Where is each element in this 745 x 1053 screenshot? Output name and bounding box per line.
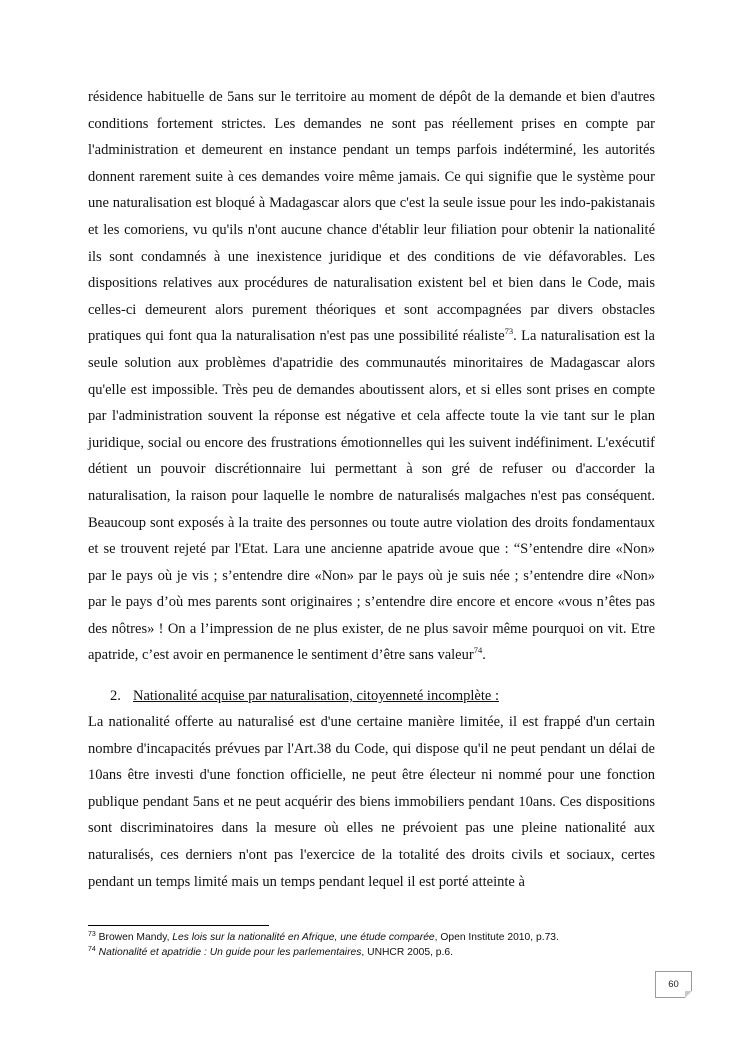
- paragraph-text: résidence habituelle de 5ans sur le territoire au moment de dépôt de la demande et bien d'autres conditions fortement strictes. Les demandes ne sont pas réellement prises en compte par l'administration et demeurent en instance pendant un temps parfois indéterminé, les autorités donnent rarement suite à ces demandes voire même jamais. Ce qui signifie que le système pour une naturalisation est bloqué à Madagascar alors que c'est la seule issue pour les indo-pakistanais et les comoriens, vu qu'ils n'ont aucune chance d'établir leur filiation pour obtenir la nationalité ils sont condamnés à une inexistence juridique et des conditions de vie défavorables. Les dispositions relatives aux procédures de naturalisation existent bel et bien dans le Code, mais celles-ci demeurent alors purement théoriques et sont accompagnées par divers obstacles pratiques qui font qua la naturalisation n'est pas une possibilité réaliste: [88, 89, 655, 345]
- paragraph-text: . La naturalisation est la seule solution aux problèmes d'apatridie des communautés minoritaires de Madagascar alors qu'elle est impossible. Très peu de demandes aboutissent alors, et si elles sont prises en compte par l'administration souvent la réponse est négative et cela affecte toute la vie tant sur le plan juridique, social ou encore des frustrations émotionnelles qui les suivent indéfiniment. L'exécutif détient un pouvoir discrétionnaire lui permettant à son gré de refuser ou d'accorder la naturalisation, la raison pour laquelle le nombre de naturalisés malgaches n'est pas conséquent. Beaucoup sont exposés à la traite des personnes ou toute autre violation des droits fondamentaux et se trouvent rejeté par l'Etat. Lara une ancienne apatride avoue que : “S’entendre dire «Non» par le pays où je vis ; s’entendre dire «Non» par le pays où je suis née ; s’entendre dire «Non» par le pays d’où mes parents sont originaires ; s’entendre dire encore et encore «vous n’êtes pas des nôtres» ! On a l’impression de ne plus exister, de ne plus savoir même pourquoi on vit. Etre apatride, c’est avoir en permanence le sentiment d’être sans valeur: [88, 328, 655, 664]
- footnotes: [88, 925, 688, 960]
- section-number: 2.: [110, 688, 121, 705]
- footnote-74: [88, 945, 688, 960]
- footnote-number: 74: [88, 946, 96, 953]
- page-number-badge: [655, 971, 692, 998]
- body-paragraph-1: [88, 84, 655, 669]
- body-paragraph-2: La nationalité offerte au naturalisé est d'une certaine manière limitée, il est frappé d'un certain nombre d'incapacités prévues par l'Art.38 du Code, qui dispose qu'il ne peut pendant un délai de 10ans être investi d'une fonction officielle, ne peut être électeur ni nommé pour une fonction publique pendant 5ans et ne peut acquérir des biens immobiliers pendant 10ans. Ces dispositions sont discriminatoires dans la mesure où elles ne prévoient pas une pleine nationalité aux naturalisés, ces derniers n'ont pas l'exercice de la totalité des droits civils et sociaux, certes pendant un temps limité mais un temps pendant lequel il est porté atteinte à: [88, 714, 655, 890]
- section-heading: [88, 683, 655, 709]
- footnote-title: Nationalité et apatridie : Un guide pour les parlementaires: [98, 947, 362, 958]
- page-number: 60: [668, 979, 679, 990]
- footnote-ref-74[interactable]: 74: [473, 645, 483, 656]
- footnote-text: , UNHCR 2005, p.6.: [361, 947, 453, 958]
- footnote-separator: [88, 925, 269, 926]
- section-title: Nationalité acquise par naturalisation, citoyenneté incomplète :: [133, 688, 499, 705]
- footnote-text: , Open Institute 2010, p.73.: [434, 932, 559, 943]
- footnote-73: [88, 930, 688, 945]
- footnote-number: 73: [88, 931, 96, 938]
- page-body: [88, 84, 655, 895]
- paragraph-text: .: [482, 647, 486, 664]
- footnote-title: Les lois sur la nationalité en Afrique, une étude comparée: [172, 932, 435, 943]
- footnote-text: Browen Mandy,: [95, 932, 173, 943]
- footnote-ref-73[interactable]: 73: [504, 326, 514, 337]
